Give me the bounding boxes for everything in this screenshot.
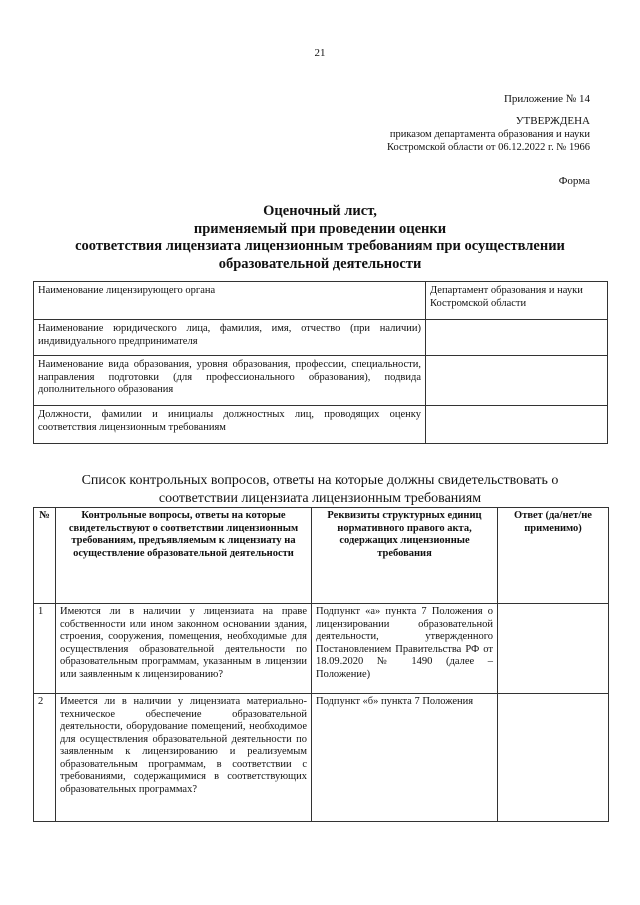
info-value xyxy=(426,320,608,356)
info-label: Наименование юридического лица, фамилия, имя, отчество (при наличии) индивидуального предпринимателя xyxy=(34,320,426,356)
approved-label: УТВЕРЖДЕНА xyxy=(515,115,590,127)
title-line: Оценочный лист, xyxy=(263,203,377,219)
question-row xyxy=(34,694,609,822)
appendix-label: Приложение № 14 xyxy=(503,93,590,105)
list-heading xyxy=(0,472,640,508)
info-value: Департамент образования и науки Костромской области xyxy=(426,282,608,320)
question-text: Имеются ли в наличии у лицензиата на праве собственности или ином законном основании здания, строения, сооружения, помещения, необходимые для осуществления образовательной деятельности по образовательным программам, указанным в лицензии или заявленным к лицензированию? xyxy=(56,604,312,694)
info-row xyxy=(34,356,608,406)
info-row xyxy=(34,320,608,356)
questions-header-row xyxy=(34,508,609,604)
list-heading-line: соответствии лицензиата лицензионным требованиям xyxy=(158,491,482,506)
question-requisites: Подпункт «а» пункта 7 Положения о лицензировании образовательной деятельности, утвержденного Постановлением Правительства РФ от 18.09.2020 № 1490 (далее – Положение) xyxy=(312,604,498,694)
order-line: приказом департамента образования и науки xyxy=(389,129,590,140)
header-answer: Ответ (да/нет/не применимо) xyxy=(498,508,609,604)
page-number: 21 xyxy=(314,47,326,59)
question-text: Имеется ли в наличии у лицензиата материально-техническое обеспечение образовательной деятельности, оборудование помещений, необходимое для осуществления образовательной деятельности по заявленным к лицензированию и реализуемым образовательным программам, в соответствии с требованиями, содержащимися в соответствующих образовательных программах? xyxy=(56,694,312,822)
header-num: № xyxy=(34,508,56,604)
info-value xyxy=(426,356,608,406)
info-label: Должности, фамилии и инициалы должностных лиц, проводящих оценку соответствия лицензионным требованиям xyxy=(34,406,426,444)
question-num: 1 xyxy=(34,604,56,694)
questions-table xyxy=(33,507,609,822)
header-requisites: Реквизиты структурных единиц нормативного правого акта, содержащих лицензионные требования xyxy=(312,508,498,604)
title-line: применяемый при проведении оценки xyxy=(193,220,447,237)
info-row xyxy=(34,282,608,320)
form-label: Форма xyxy=(558,175,590,187)
question-row xyxy=(34,604,609,694)
info-value xyxy=(426,406,608,444)
question-answer xyxy=(498,604,609,694)
header-question: Контрольные вопросы, ответы на которые свидетельствуют о соответствии лицензионным требованиям, предъявляемым к лицензиату на осуществление образовательной деятельности xyxy=(56,508,312,604)
list-heading-line: Список контрольных вопросов, ответы на которые должны свидетельствовать о xyxy=(81,473,559,488)
info-label: Наименование вида образования, уровня образования, профессии, специальности, направления подготовки (для профессионального образования), подвида дополнительного образования xyxy=(34,356,426,406)
question-answer xyxy=(498,694,609,822)
title-line: образовательной деятельности xyxy=(218,255,422,272)
document-title xyxy=(0,203,640,273)
question-num: 2 xyxy=(34,694,56,822)
info-row xyxy=(34,406,608,444)
info-label: Наименование лицензирующего органа xyxy=(34,282,426,320)
approval-order xyxy=(387,128,590,154)
order-line: Костромской области от 06.12.2022 г. № 1966 xyxy=(387,142,590,153)
question-requisites: Подпункт «б» пункта 7 Положения xyxy=(312,694,498,822)
title-line: соответствия лицензиата лицензионным требованиям при осуществлении xyxy=(75,238,565,254)
info-table xyxy=(33,281,608,444)
